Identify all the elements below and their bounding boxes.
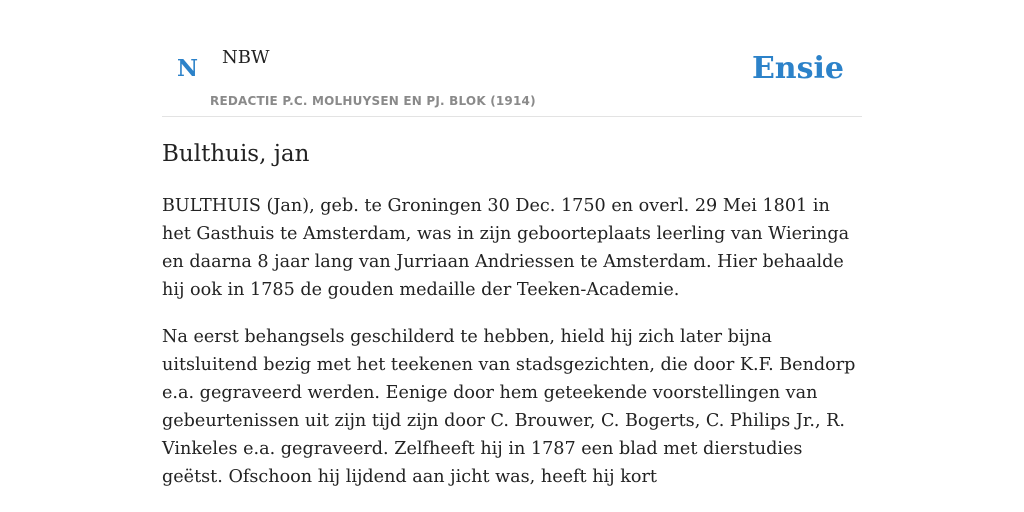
source-logo[interactable]: N — [177, 55, 199, 82]
header — [162, 0, 862, 117]
entry-paragraph: Na eerst behangsels geschilderd te hebben, hield hij zich later bijna uitsluitend bezig met het teekenen van stadsgezichten, die door K.F. Bendorp e.a. gegraveerd werden. Eenige door hem geteekende voorstellingen van gebeurtenissen uit zijn tijd zijn door C. Brouwer, C. Bogerts, C. Philips Jr., R. Vinkeles e.a. gegraveerd. Zelfheeft hij in 1787 een blad met dierstudies geëtst. Ofschoon hij lijdend aan jicht was, heeft hij kort — [162, 327, 856, 487]
entry-title: Bulthuis, jan — [162, 141, 310, 167]
entry-paragraph: BULTHUIS (Jan), geb. te Groningen 30 Dec. 1750 en overl. 29 Mei 1801 in het Gasthuis te Amsterdam, was in zijn geboorteplaats leerling van Wieringa en daarna 8 jaar lang van Jurriaan Andriessen te Amsterdam. Hier behaalde hij ook in 1785 de gouden medaille der Teeken-Academie. — [162, 196, 850, 300]
source-title[interactable]: NBW — [222, 47, 270, 68]
brand-logo-link[interactable]: Ensie — [751, 51, 844, 86]
entry-body — [162, 192, 862, 510]
source-subtitle: REDACTIE P.C. MOLHUYSEN EN PJ. BLOK (1914) — [210, 94, 536, 108]
